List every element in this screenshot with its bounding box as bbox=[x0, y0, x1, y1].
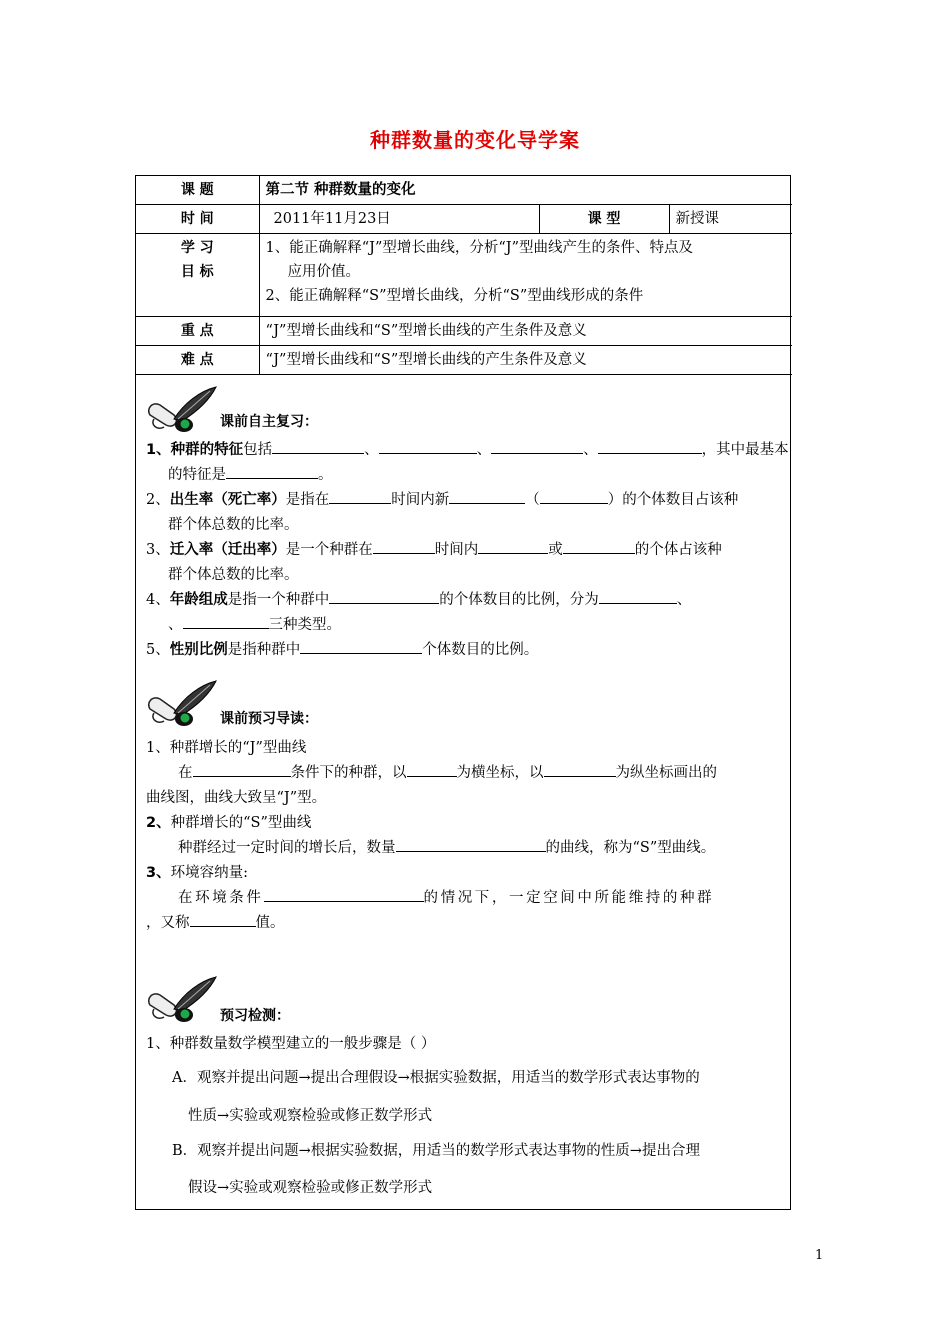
p3-text-d: 值。 bbox=[255, 915, 285, 931]
blank[interactable] bbox=[407, 762, 457, 777]
goals-label bbox=[136, 234, 259, 317]
q4-text-b: 的个体数目的比例，分为 bbox=[439, 592, 599, 608]
blank[interactable] bbox=[379, 439, 477, 454]
q3-text-d: 的个体占该种 bbox=[634, 542, 722, 558]
blank[interactable] bbox=[373, 539, 435, 554]
check-q1: 1、种群数量数学模型建立的一般步骤是（ ） bbox=[146, 1036, 436, 1052]
q3-keyword: 迁入率（迁出率） bbox=[169, 542, 286, 558]
p1-text-c: 为横坐标，以 bbox=[456, 765, 544, 781]
preview-p1-title: 1、种群增长的“J”型曲线 bbox=[146, 740, 307, 756]
blank[interactable] bbox=[563, 539, 635, 554]
check-option-b-line2: 假设→实验或观察检验或修正数学形式 bbox=[188, 1180, 433, 1196]
p2-text-b: 的曲线，称为“S”型曲线。 bbox=[545, 840, 716, 856]
key-label: 重 点 bbox=[136, 317, 259, 346]
q1-sep-3: 、 bbox=[583, 442, 598, 458]
blank[interactable] bbox=[491, 439, 583, 454]
topic-label: 课 题 bbox=[136, 176, 259, 205]
q4-number: 4、 bbox=[146, 592, 170, 608]
check-heading: 预习检测： bbox=[220, 1008, 290, 1024]
blank[interactable] bbox=[226, 464, 318, 479]
q3-number: 3、 bbox=[146, 542, 170, 558]
q2-text-d: ）的个体数目占该种 bbox=[607, 492, 739, 508]
q1-text-a: 包括 bbox=[243, 442, 273, 458]
scroll-quill-icon bbox=[144, 679, 218, 729]
time-value: 2011年11月23日 bbox=[259, 205, 539, 234]
q4-text-c: 、 bbox=[676, 592, 692, 608]
q4-text-e: 三种类型。 bbox=[268, 617, 341, 633]
p1-text-a: 在 bbox=[178, 765, 193, 781]
p2-text-a: 种群经过一定时间的增长后，数量 bbox=[178, 840, 396, 856]
q3-text-a: 是一个种群在 bbox=[285, 542, 373, 558]
review-q4-line2 bbox=[146, 614, 808, 636]
blank[interactable] bbox=[544, 762, 616, 777]
goals-label-line1: 学 习 bbox=[180, 240, 214, 256]
blank[interactable] bbox=[264, 887, 424, 902]
blank[interactable] bbox=[598, 439, 702, 454]
check-option-b-line1: B．观察并提出问题→根据实验数据，用适当的数学形式表达事物的性质→提出合理 bbox=[172, 1143, 700, 1159]
goal-1b: 应用价值。 bbox=[287, 264, 360, 280]
p3-number: 3、 bbox=[146, 865, 171, 881]
q4-text-d: 、 bbox=[168, 617, 183, 633]
topic-value: 第二节 种群数量的变化 bbox=[259, 176, 792, 205]
type-label: 课 型 bbox=[539, 205, 669, 234]
q4-keyword: 年龄组成 bbox=[169, 592, 228, 608]
q4-text-a: 是指一个种群中 bbox=[227, 592, 330, 608]
page-number: 1 bbox=[815, 1248, 824, 1263]
q1-keyword: 种群的特征 bbox=[170, 442, 244, 458]
scroll-quill-icon bbox=[144, 385, 218, 435]
blank[interactable] bbox=[190, 912, 256, 927]
scroll-quill-icon bbox=[144, 975, 218, 1025]
preview-p3-title bbox=[146, 862, 786, 884]
goals-label-line2: 目 标 bbox=[180, 264, 214, 280]
page-title: 种群数量的变化导学案 bbox=[370, 128, 580, 152]
key-value: “J”型增长曲线和“S”型增长曲线的产生条件及意义 bbox=[259, 317, 792, 346]
review-q3-line2: 群个体总数的比率。 bbox=[168, 567, 299, 583]
p3-text: 环境容纳量: bbox=[170, 865, 248, 881]
preview-heading: 课前预习导读： bbox=[220, 711, 318, 727]
preview-p2-title bbox=[146, 812, 786, 834]
review-q4-line1 bbox=[146, 589, 786, 611]
q5-text-a: 是指种群中 bbox=[227, 642, 301, 658]
q2-number: 2、 bbox=[146, 492, 170, 508]
q5-keyword: 性别比例 bbox=[169, 642, 228, 658]
q1-end: 。 bbox=[318, 467, 333, 483]
review-q5 bbox=[146, 639, 786, 661]
preview-p3-line2 bbox=[146, 912, 786, 934]
review-q3-line1 bbox=[146, 539, 786, 561]
blank[interactable] bbox=[478, 539, 548, 554]
q1-text-b: ，其中最基本 bbox=[701, 442, 789, 458]
preview-p3-line1 bbox=[146, 887, 818, 909]
p1-text-b: 条件下的种群，以 bbox=[290, 765, 407, 781]
review-q2-line1 bbox=[146, 489, 786, 511]
q1-number: 1、 bbox=[146, 442, 171, 458]
blank[interactable] bbox=[300, 639, 422, 654]
q2-keyword: 出生率（死亡率） bbox=[169, 492, 286, 508]
preview-p1-line1 bbox=[146, 762, 818, 784]
goals-value bbox=[259, 234, 792, 317]
q5-text-b: 个体数目的比例。 bbox=[422, 642, 539, 658]
worksheet-frame bbox=[135, 175, 791, 1210]
p1-text-d: 为纵坐标画出的 bbox=[615, 765, 717, 781]
review-heading: 课前自主复习： bbox=[220, 414, 318, 430]
p3-text-a: 在环境条件 bbox=[178, 890, 264, 906]
difficulty-value: “J”型增长曲线和“S”型增长曲线的产生条件及意义 bbox=[259, 346, 792, 375]
q3-text-c: 或 bbox=[548, 542, 563, 558]
p2-number: 2、 bbox=[146, 815, 171, 831]
time-label: 时 间 bbox=[136, 205, 259, 234]
p2-text: 种群增长的“S”型曲线 bbox=[170, 815, 312, 831]
check-option-a-line2: 性质→实验或观察检验或修正数学形式 bbox=[188, 1108, 433, 1124]
q1-text-c: 的特征是 bbox=[168, 467, 226, 483]
q2-text-b: 时间内新 bbox=[391, 492, 450, 508]
blank[interactable] bbox=[193, 762, 291, 777]
q3-text-b: 时间内 bbox=[434, 542, 479, 558]
p3-text-c: ，又称 bbox=[146, 915, 190, 931]
difficulty-label: 难 点 bbox=[136, 346, 259, 375]
blank[interactable] bbox=[540, 489, 608, 504]
preview-p2-line bbox=[146, 837, 818, 859]
goal-1a: 1、能正确解释“J”型增长曲线，分析“J”型曲线产生的条件、特点及 bbox=[265, 240, 693, 256]
q1-sep-2: 、 bbox=[476, 442, 492, 458]
review-q1-line1 bbox=[146, 439, 789, 461]
goal-2: 2、能正确解释“S”型增长曲线，分析“S”型曲线形成的条件 bbox=[265, 288, 644, 304]
blank[interactable] bbox=[329, 489, 391, 504]
q2-text-a: 是指在 bbox=[285, 492, 330, 508]
blank[interactable] bbox=[183, 614, 269, 629]
info-table bbox=[136, 176, 792, 375]
type-value: 新授课 bbox=[669, 205, 792, 234]
q2-text-c: （ bbox=[525, 492, 540, 508]
q1-sep-1: 、 bbox=[364, 442, 379, 458]
review-q2-line2: 群个体总数的比率。 bbox=[168, 517, 299, 533]
preview-p1-line2: 曲线图，曲线大致呈“J”型。 bbox=[146, 790, 327, 806]
blank[interactable] bbox=[599, 589, 677, 604]
blank[interactable] bbox=[396, 837, 546, 852]
p3-text-b: 的情况下，一定空间中所能维持的种群 bbox=[423, 890, 715, 906]
q5-number: 5、 bbox=[146, 642, 170, 658]
blank[interactable] bbox=[329, 589, 439, 604]
review-q1-line2 bbox=[146, 464, 808, 486]
check-option-a-line1: A．观察并提出问题→提出合理假设→根据实验数据，用适当的数学形式表达事物的 bbox=[172, 1070, 700, 1086]
blank[interactable] bbox=[449, 489, 525, 504]
blank[interactable] bbox=[272, 439, 364, 454]
